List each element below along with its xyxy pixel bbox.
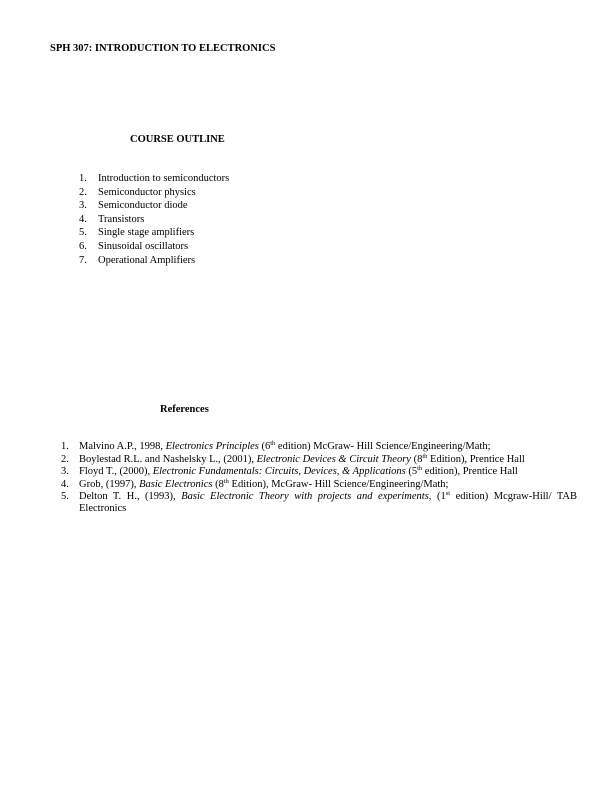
reference-publisher: edition) Mcgraw-Hill/ TAB Electronics xyxy=(79,491,577,514)
reference-edition-suffix: st xyxy=(445,490,451,497)
reference-publisher: Edition), McGraw- Hill Science/Engineering/Math; xyxy=(228,478,449,490)
reference-text xyxy=(79,454,577,466)
reference-item xyxy=(61,454,577,466)
reference-number: 2. xyxy=(61,453,69,465)
reference-author: Delton T. H., (1993), xyxy=(79,491,182,502)
page-title: SPH 307: INTRODUCTION TO ELECTRONICS xyxy=(50,43,276,54)
reference-edition-suffix: th xyxy=(270,440,276,447)
course-outline-title: COURSE OUTLINE xyxy=(130,134,225,145)
outline-item-text: Transistors xyxy=(98,213,145,225)
outline-item xyxy=(79,254,229,268)
reference-edition-prefix: (1 xyxy=(431,491,446,502)
reference-item xyxy=(61,441,577,453)
course-outline-list xyxy=(79,172,229,267)
reference-book-title: Basic Electronic Theory with projects and experiments, xyxy=(181,491,432,502)
reference-item xyxy=(61,466,577,478)
outline-item-text: Introduction to semiconductors xyxy=(98,173,230,184)
reference-book-title: Electronic Devices & Circuit Theory xyxy=(256,453,411,465)
outline-item-text: Semiconductor physics xyxy=(98,186,196,198)
reference-edition-suffix: th xyxy=(417,465,423,472)
reference-book-title: Electronic Fundamentals: Circuits, Devices, & Applications xyxy=(152,466,406,477)
reference-publisher: edition), Prentice Hall xyxy=(422,466,518,477)
reference-text xyxy=(79,441,577,453)
reference-edition-suffix: th xyxy=(422,452,428,460)
reference-book-title: Basic Electronics xyxy=(139,478,213,490)
reference-text xyxy=(79,479,577,491)
outline-item xyxy=(79,172,229,186)
reference-book-title: Electronics Principles xyxy=(165,441,259,452)
outline-item xyxy=(79,240,229,254)
reference-item xyxy=(61,479,577,491)
outline-item-number: 3. xyxy=(79,200,87,212)
outline-item-number: 5. xyxy=(79,227,87,239)
outline-item-text: Single stage amplifiers xyxy=(98,227,195,239)
reference-edition-prefix: (8 xyxy=(410,453,423,465)
reference-edition-prefix: (6 xyxy=(258,441,271,452)
outline-item-number: 6. xyxy=(79,240,87,252)
references-title: References xyxy=(160,404,209,415)
reference-item xyxy=(61,491,577,515)
outline-item xyxy=(79,213,229,227)
reference-number: 4. xyxy=(61,478,69,490)
outline-item xyxy=(79,186,229,200)
outline-item-number: 2. xyxy=(79,186,87,198)
reference-author: Malvino A.P., 1998, xyxy=(79,441,166,452)
outline-item-text: Operational Amplifiers xyxy=(98,254,196,266)
outline-item-number: 1. xyxy=(79,173,87,184)
reference-text xyxy=(79,466,577,478)
outline-item-text: Semiconductor diode xyxy=(98,200,188,212)
reference-edition-prefix: (8 xyxy=(212,478,224,490)
outline-item xyxy=(79,199,229,213)
reference-publisher: edition) McGraw- Hill Science/Engineering/Math; xyxy=(275,441,491,452)
reference-publisher: Edition), Prentice Hall xyxy=(427,453,525,465)
reference-author: Grob, (1997), xyxy=(79,478,140,490)
reference-author: Boylestad R.L. and Nashelsky L., (2001), xyxy=(79,453,257,465)
reference-text xyxy=(79,491,577,515)
reference-number: 1. xyxy=(61,441,69,452)
reference-number: 3. xyxy=(61,466,69,477)
reference-edition-suffix: th xyxy=(223,477,229,485)
reference-number: 5. xyxy=(61,491,69,502)
reference-edition-prefix: (5 xyxy=(405,466,418,477)
references-list xyxy=(61,441,577,516)
outline-item-number: 7. xyxy=(79,254,87,266)
outline-item-text: Sinusoidal oscillators xyxy=(98,240,189,252)
reference-author: Floyd T., (2000), xyxy=(79,466,153,477)
outline-item xyxy=(79,226,229,240)
outline-item-number: 4. xyxy=(79,213,87,225)
